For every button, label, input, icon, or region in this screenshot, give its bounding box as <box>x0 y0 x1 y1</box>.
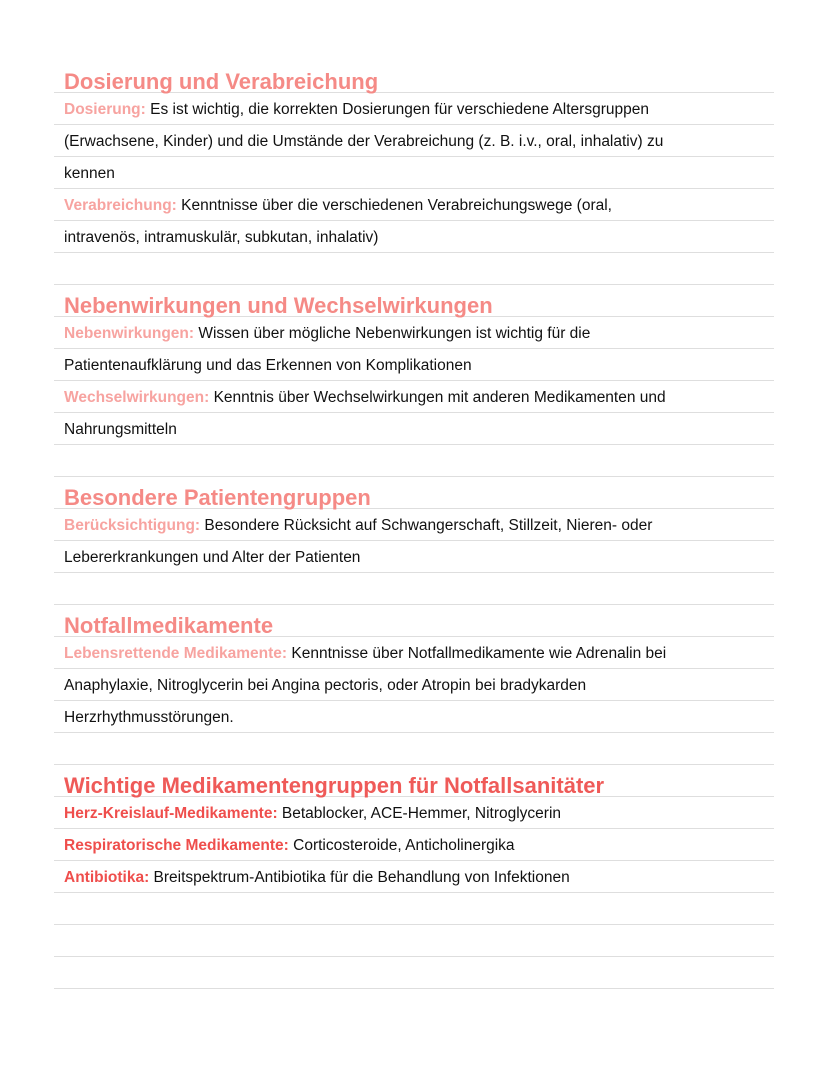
text-line: intravenös, intramuskulär, subkutan, inhalativ) <box>64 229 379 246</box>
section-patientengruppen <box>64 478 764 574</box>
section-heading: Dosierung und Verabreichung <box>64 69 379 94</box>
text-line <box>64 94 764 126</box>
section-heading: Nebenwirkungen und Wechselwirkungen <box>64 293 493 318</box>
item-text: Wissen über mögliche Nebenwirkungen ist wichtig für die <box>194 325 591 342</box>
text-line: Patientenaufklärung und das Erkennen von Komplikationen <box>64 357 472 374</box>
text-line: Anaphylaxie, Nitroglycerin bei Angina pectoris, oder Atropin bei bradykarden <box>64 677 587 694</box>
item-label: Lebensrettende Medikamente: <box>64 645 288 662</box>
section-heading: Wichtige Medikamentengruppen für Notfallsanitäter <box>64 773 605 798</box>
item-text: Besondere Rücksicht auf Schwangerschaft, Stillzeit, Nieren- oder <box>200 517 653 534</box>
item-label: Antibiotika: <box>64 869 150 886</box>
item-text: Es ist wichtig, die korrekten Dosierungen für verschiedene Altersgruppen <box>145 101 649 118</box>
item-text: Kenntnisse über Notfallmedikamente wie Adrenalin bei <box>287 645 667 662</box>
item-label: Dosierung: <box>64 101 146 118</box>
spacer <box>64 574 764 606</box>
text-line: Lebererkrankungen und Alter der Patienten <box>64 549 361 566</box>
spacer <box>64 446 764 478</box>
section-medikamentengruppen <box>64 766 764 894</box>
text-line <box>64 318 764 350</box>
item-label: Respiratorische Medikamente: <box>64 837 289 854</box>
section-nebenwirkungen <box>64 286 764 446</box>
item-label: Nebenwirkungen: <box>64 325 195 342</box>
text-line <box>64 190 764 222</box>
spacer <box>64 254 764 286</box>
text-line <box>64 510 764 542</box>
item-label: Herz-Kreislauf-Medikamente: <box>64 805 278 822</box>
text-line <box>64 638 764 670</box>
item-text: Betablocker, ACE-Hemmer, Nitroglycerin <box>277 805 562 822</box>
section-heading: Notfallmedikamente <box>64 613 274 638</box>
spacer <box>64 734 764 766</box>
text-line: Herzrhythmusstörungen. <box>64 709 234 726</box>
item-label: Berücksichtigung: <box>64 517 201 534</box>
item-text: Kenntnis über Wechselwirkungen mit anderen Medikamenten und <box>209 389 666 406</box>
text-line <box>64 830 764 862</box>
item-text: Kenntnisse über die verschiedenen Verabreichungswege (oral, <box>176 197 612 214</box>
item-label: Verabreichung: <box>64 197 177 214</box>
text-line: kennen <box>64 165 115 182</box>
top-margin <box>0 0 828 61</box>
section-dosierung <box>64 62 764 254</box>
text-line <box>64 382 764 414</box>
section-notfallmedikamente <box>64 606 764 734</box>
bottom-margin <box>0 996 828 1070</box>
text-line <box>64 798 764 830</box>
item-text: Corticosteroide, Anticholinergika <box>288 837 515 854</box>
item-label: Wechselwirkungen: <box>64 389 210 406</box>
text-line: (Erwachsene, Kinder) und die Umstände der Verabreichung (z. B. i.v., oral, inhalativ) zu <box>64 133 664 150</box>
text-line: Nahrungsmitteln <box>64 421 177 438</box>
text-line <box>64 862 764 894</box>
item-text: Breitspektrum-Antibiotika für die Behandlung von Infektionen <box>149 869 570 886</box>
section-heading: Besondere Patientengruppen <box>64 485 371 510</box>
notes-content <box>64 62 764 894</box>
